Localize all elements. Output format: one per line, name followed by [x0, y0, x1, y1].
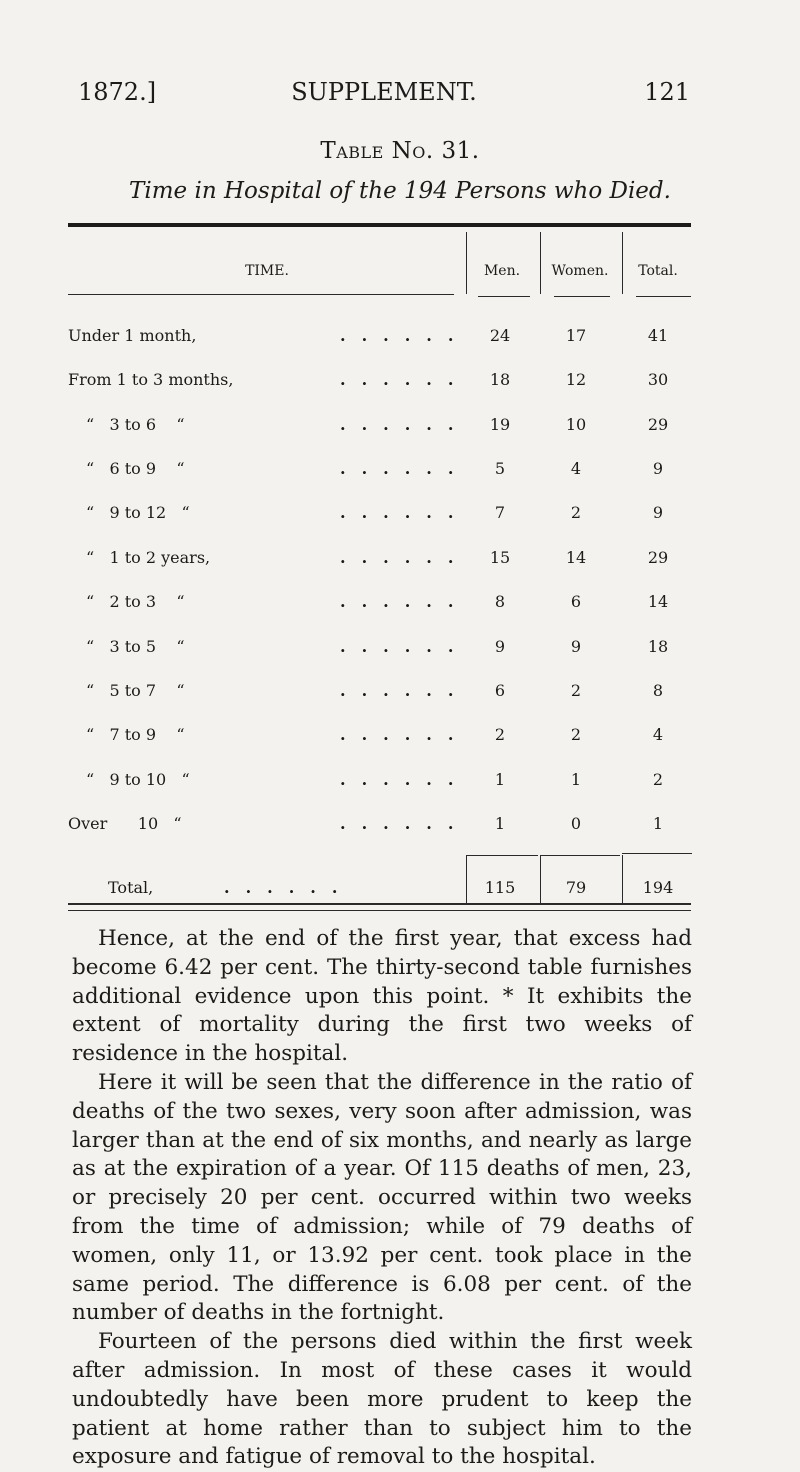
paragraph: Here it will be seen that the difference in the ratio of deaths of the two sexes, very soon after admission, was larger than at the end of six months, and nearly as large as at the expiration of a year. Of 115 deaths of men, 23, or precisely 20 per cent. occurred within two weeks from the time of admission; while of 79 deaths of women, only 11, or 13.92 per cent. took place in the same period. The difference is 6.08 per cent. of the number of deaths in the fortnight.: [72, 1069, 692, 1326]
col-header-total: Total.: [638, 263, 678, 279]
dot-leader: ......: [340, 370, 470, 389]
header-rule: [554, 296, 610, 297]
row-label: “ 2 to 3 “: [86, 592, 185, 611]
table-row: [68, 326, 691, 356]
header-section: SUPPLEMENT.: [291, 78, 477, 106]
total-total: 194: [642, 878, 674, 897]
row-label: “ 3 to 5 “: [86, 637, 185, 656]
cell-men: 1: [494, 814, 506, 833]
row-label: “ 7 to 9 “: [86, 725, 185, 744]
cell-men: 7: [494, 503, 506, 522]
total-men: 115: [484, 878, 516, 897]
table-subtitle: Time in Hospital of the 194 Persons who Died.: [129, 178, 671, 204]
table-row: [68, 725, 691, 755]
cell-total: 9: [652, 503, 664, 522]
total-women: 79: [565, 878, 587, 897]
table-row: [68, 415, 691, 445]
cell-total: 14: [647, 592, 669, 611]
row-label: Over 10 “: [68, 814, 182, 833]
cell-women: 2: [570, 725, 582, 744]
cell-men: 19: [489, 415, 511, 434]
cell-total: 2: [652, 770, 664, 789]
dot-leader: ......: [340, 637, 470, 656]
header-rule: [478, 296, 530, 297]
dot-leader: ......: [340, 503, 470, 522]
cell-men: 6: [494, 681, 506, 700]
dot-leader: ......: [340, 326, 470, 345]
total-rule: [622, 853, 692, 854]
cell-women: 2: [570, 503, 582, 522]
row-label: “ 1 to 2 years,: [86, 548, 211, 567]
cell-women: 9: [570, 637, 582, 656]
header-rule: [636, 296, 691, 297]
table-row: [68, 459, 691, 489]
dot-leader: ......: [340, 725, 470, 744]
cell-women: 0: [570, 814, 582, 833]
col-divider: [466, 232, 467, 294]
table-row: [68, 370, 691, 400]
cell-total: 30: [647, 370, 669, 389]
cell-women: 2: [570, 681, 582, 700]
dot-leader: ......: [340, 415, 470, 434]
cell-total: 9: [652, 459, 664, 478]
cell-men: 15: [489, 548, 511, 567]
total-rule: [466, 855, 538, 856]
row-label: “ 9 to 10 “: [86, 770, 190, 789]
cell-men: 8: [494, 592, 506, 611]
dot-leader: ......: [224, 878, 354, 897]
cell-total: 1: [652, 814, 664, 833]
dot-leader: ......: [340, 770, 470, 789]
paragraph: Fourteen of the persons died within the first week after admission. In most of these cases it would undoubtedly have been more prudent to keep the patient at home rather than to subject him to the exposure and fatigue of removal to the hospital.: [72, 1329, 692, 1470]
cell-men: 2: [494, 725, 506, 744]
dot-leader: ......: [340, 814, 470, 833]
row-label: “ 3 to 6 “: [86, 415, 185, 434]
header-rule: [68, 294, 454, 295]
table-row: [68, 503, 691, 533]
cell-total: 8: [652, 681, 664, 700]
col-divider: [540, 232, 541, 294]
cell-men: 24: [489, 326, 511, 345]
table-row: [68, 814, 691, 844]
cell-women: 17: [565, 326, 587, 345]
cell-women: 6: [570, 592, 582, 611]
cell-women: 10: [565, 415, 587, 434]
page-number: 121: [644, 78, 690, 106]
table-row: [68, 592, 691, 622]
cell-total: 18: [647, 637, 669, 656]
header-year: 1872.]: [78, 78, 157, 106]
dot-leader: ......: [340, 459, 470, 478]
body-text: [72, 925, 692, 1472]
cell-men: 5: [494, 459, 506, 478]
col-divider: [622, 232, 623, 294]
row-label: “ 6 to 9 “: [86, 459, 185, 478]
cell-men: 9: [494, 637, 506, 656]
cell-total: 41: [647, 326, 669, 345]
col-header-women: Women.: [551, 263, 609, 279]
row-label: “ 9 to 12 “: [86, 503, 190, 522]
table-row: [68, 681, 691, 711]
dot-leader: ......: [340, 548, 470, 567]
cell-men: 1: [494, 770, 506, 789]
total-label: Total,: [108, 878, 154, 897]
paragraph: Hence, at the end of the first year, that excess had become 6.42 per cent. The thirty-second table furnishes additional evidence upon this point. * It exhibits the extent of mortality during the first two weeks of residence in the hospital.: [72, 926, 692, 1067]
dot-leader: ......: [340, 681, 470, 700]
cell-total: 29: [647, 415, 669, 434]
total-rule: [540, 855, 620, 856]
cell-women: 4: [570, 459, 582, 478]
table-row: [68, 637, 691, 667]
row-label: From 1 to 3 months,: [68, 370, 234, 389]
table-title: Table No. 31.: [320, 138, 480, 164]
col-header-time: TIME.: [245, 263, 289, 279]
table-row: [68, 770, 691, 800]
dot-leader: ......: [340, 592, 470, 611]
table-bottom-rule: [68, 903, 691, 905]
cell-women: 1: [570, 770, 582, 789]
cell-total: 29: [647, 548, 669, 567]
cell-total: 4: [652, 725, 664, 744]
cell-men: 18: [489, 370, 511, 389]
table-bottom-rule: [68, 910, 691, 911]
cell-women: 14: [565, 548, 587, 567]
row-label: Under 1 month,: [68, 326, 197, 345]
cell-women: 12: [565, 370, 587, 389]
table-row: [68, 548, 691, 578]
row-label: “ 5 to 7 “: [86, 681, 185, 700]
table-top-rule: [68, 223, 691, 227]
col-header-men: Men.: [483, 263, 521, 279]
running-header: [78, 78, 690, 114]
